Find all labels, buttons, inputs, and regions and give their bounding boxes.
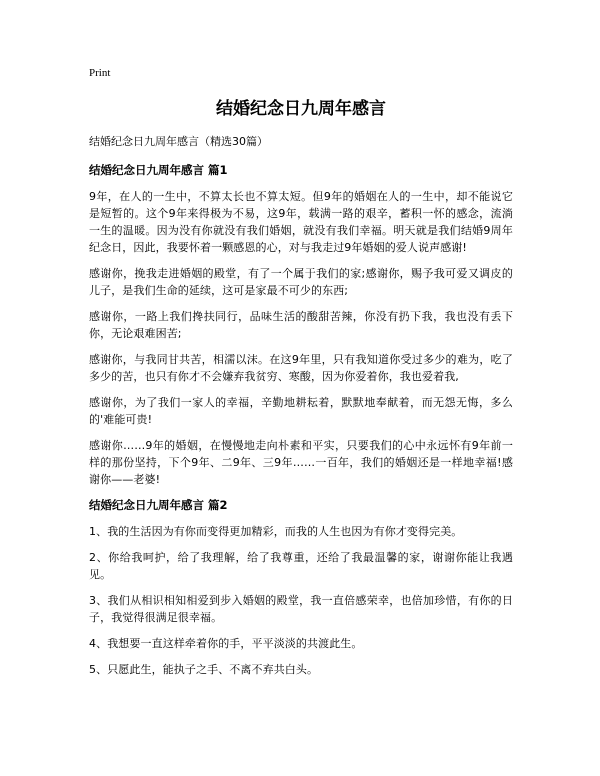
paragraph: 感谢你……9年的婚姻，在慢慢地走向朴素和平实，只要我们的心中永远怀有9年前一样的那份坚持，下个9年、二9年、三9年……一百年，我们的婚姻还是一样地幸福!感谢你——老婆!: [89, 439, 513, 486]
section-1: [89, 162, 513, 488]
list-item: 1、我的生活因为有你而变得更加精彩，而我的人生也因为有你才变得完美。: [89, 525, 463, 538]
paragraph: 感谢你，挽我走进婚姻的殿堂，有了一个属于我们的家;感谢你，赐予我可爱又调皮的儿子，是我们生命的延续，这可是家最不可少的东西;: [89, 267, 513, 297]
paragraph: 感谢你，与我同甘共苦，相濡以沫。在这9年里，只有我知道你受过多少的难为，吃了多少的苦，也只有你才不会嫌弃我贫穷、寒酸，因为你爱着你，我也爱着我,: [89, 353, 513, 383]
section-2: [89, 497, 513, 678]
document-page: [89, 66, 513, 687]
section-heading: 结婚纪念日九周年感言 篇1: [89, 163, 228, 177]
subtitle: 结婚纪念日九周年感言（精选30篇）: [89, 135, 268, 148]
list-item: 5、只愿此生，能执子之手、不离不弃共白头。: [89, 663, 319, 676]
list-item: 2、你给我呵护，给了我理解，给了我尊重，还给了我最温馨的家，谢谢你能让我遇见。: [89, 551, 513, 581]
paragraph: 9年，在人的一生中，不算太长也不算太短。但9年的婚姻在人的一生中，却不能说它是短暂的。这个9年来得极为不易，这9年，载满一路的艰辛，蓄积一怀的感念，流淌一生的温暖。因为没有你就没有我们婚姻，就没有我们幸福。明天就是我们结婚9周年纪念日，因此，我要怀着一颗感恩的心，对与我走过9年婚姻的爱人说声感谢!: [89, 190, 513, 254]
list-item: 3、我们从相识相知相爱到步入婚姻的殿堂，我一直倍感荣幸，也倍加珍惜，有你的日子，我觉得很满足很幸福。: [89, 594, 513, 624]
section-heading: 结婚纪念日九周年感言 篇2: [89, 498, 228, 512]
paragraph: 感谢你，一路上我们搀扶同行，品味生活的酸甜苦辣，你没有扔下我，我也没有丢下你，无论艰难困苦;: [89, 310, 513, 340]
list-item: 4、我想要一直这样牵着你的手，平平淡淡的共渡此生。: [89, 637, 363, 650]
print-label: Print: [89, 67, 111, 79]
paragraph: 感谢你，为了我们一家人的幸福，辛勤地耕耘着，默默地奉献着，而无怨无悔，多么的'难能可贵!: [89, 396, 513, 426]
page-title: 结婚纪念日九周年感言: [216, 99, 386, 119]
